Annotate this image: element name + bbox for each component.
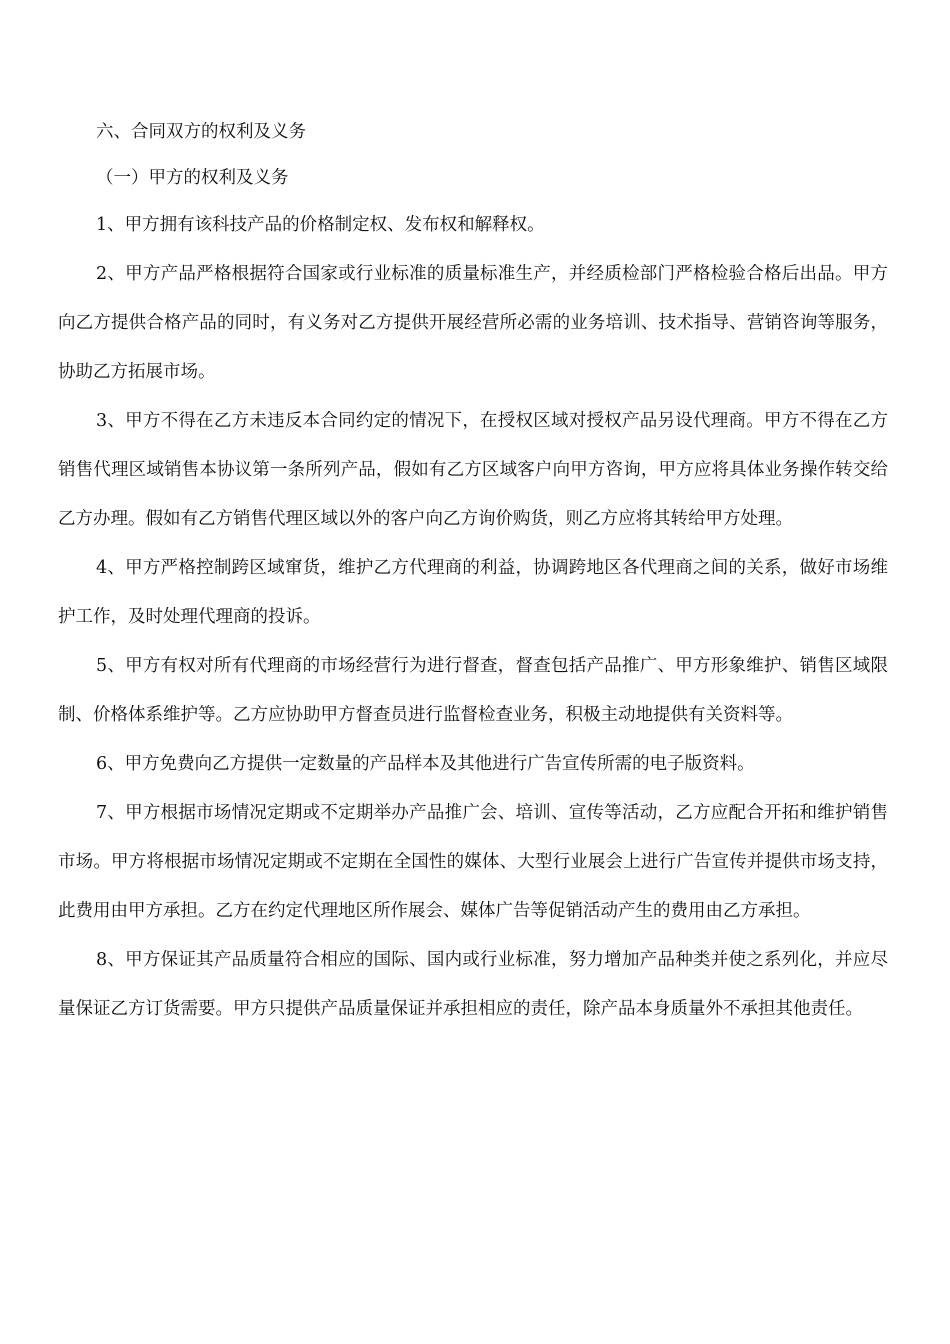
paragraph-5: 5、甲方有权对所有代理商的市场经营行为进行督查，督查包括产品推广、甲方形象维护、销售区域限制、价格体系维护等。乙方应协助甲方督查员进行监督检查业务，积极主动地提供有关资料等。 — [58, 656, 888, 725]
section-title: 六、合同双方的权利及义务 — [96, 122, 306, 142]
paragraph-1: 1、甲方拥有该科技产品的价格制定权、发布权和解释权。 — [96, 215, 545, 235]
subsection-title: （一）甲方的权利及义务 — [96, 168, 289, 188]
document-page — [58, 120, 888, 1034]
paragraph-3: 3、甲方不得在乙方未违反本合同约定的情况下，在授权区域对授权产品另设代理商。甲方不得在乙方销售代理区域销售本协议第一条所列产品，假如有乙方区域客户向甲方咨询，甲方应将具体业务操作转交给乙方办理。假如有乙方销售代理区域以外的客户向乙方询价购货，则乙方应将其转给甲方处理。 — [58, 411, 888, 529]
paragraph-4: 4、甲方严格控制跨区域窜货，维护乙方代理商的利益，协调跨地区各代理商之间的关系，做好市场维护工作，及时处理代理商的投诉。 — [58, 558, 888, 627]
paragraph-2: 2、甲方产品严格根据符合国家或行业标准的质量标准生产，并经质检部门严格检验合格后出品。甲方向乙方提供合格产品的同时，有义务对乙方提供开展经营所必需的业务培训、技术指导、营销咨询等服务，协助乙方拓展市场。 — [58, 264, 888, 382]
paragraph-7: 7、甲方根据市场情况定期或不定期举办产品推广会、培训、宣传等活动，乙方应配合开拓和维护销售市场。甲方将根据市场情况定期或不定期在全国性的媒体、大型行业展会上进行广告宣传并提供市场支持，此费用由甲方承担。乙方在约定代理地区所作展会、媒体广告等促销活动产生的费用由乙方承担。 — [58, 803, 888, 921]
paragraph-8: 8、甲方保证其产品质量符合相应的国际、国内或行业标准，努力增加产品种类并使之系列化，并应尽量保证乙方订货需要。甲方只提供产品质量保证并承担相应的责任，除产品本身质量外不承担其他责任。 — [58, 950, 888, 1019]
paragraph-6: 6、甲方免费向乙方提供一定数量的产品样本及其他进行广告宣传所需的电子版资料。 — [96, 754, 755, 774]
